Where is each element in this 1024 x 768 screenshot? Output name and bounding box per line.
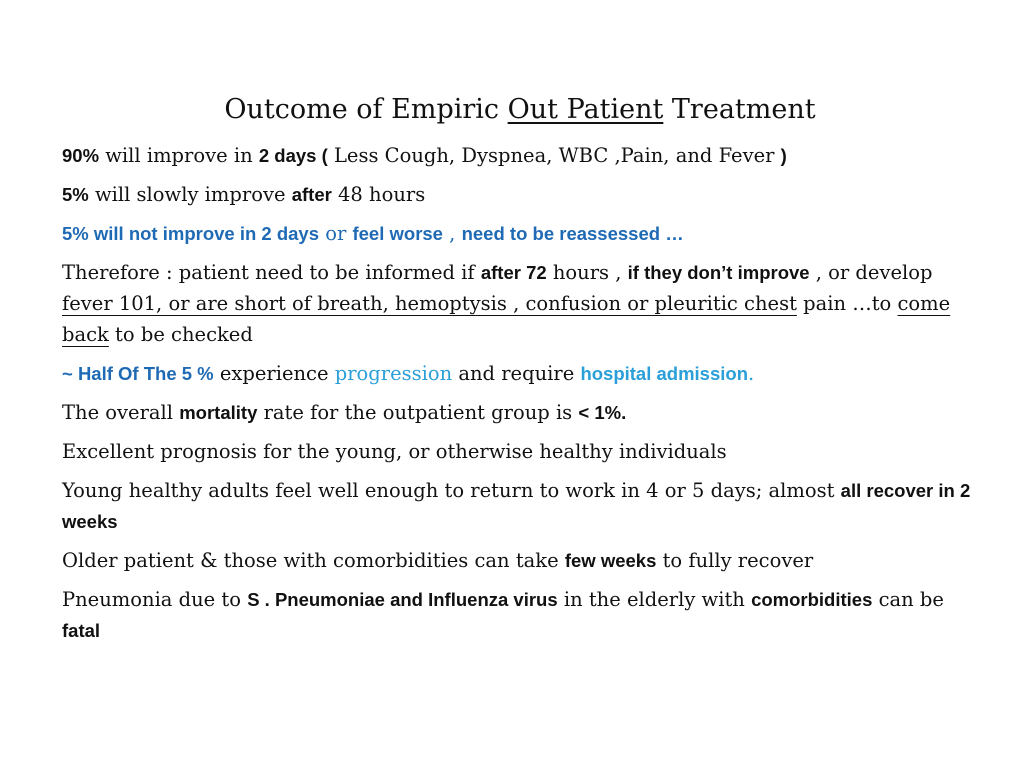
feel-worse-text: feel worse xyxy=(352,223,443,244)
pathogens-text: S . Pneumoniae and Influenza virus xyxy=(247,589,558,610)
title-highlight: Out Patient xyxy=(507,94,664,125)
symptom-list-underlined: fever 101, or are short of breath, hemoptysis , confusion or pleuritic chest xyxy=(62,292,797,315)
fatal-text: fatal xyxy=(62,620,101,641)
admission-text: hospital admission xyxy=(580,363,748,384)
text: 48 hours xyxy=(331,183,426,206)
bullet-mortality xyxy=(62,397,982,428)
text: can be xyxy=(872,588,944,611)
text: experience xyxy=(213,362,335,385)
bullet-older-patients xyxy=(62,545,982,576)
text: rate for the outpatient group is xyxy=(257,401,579,424)
stat-5: 5% xyxy=(62,184,89,205)
period: . xyxy=(748,362,755,385)
progression-text: progression xyxy=(334,362,453,385)
text: Young healthy adults feel well enough to return to work in 4 or 5 days; almost xyxy=(62,479,841,502)
text: , or develop xyxy=(809,261,933,284)
text: to be checked xyxy=(108,323,253,346)
bullet-therefore xyxy=(62,257,982,350)
few-weeks-text: few weeks xyxy=(564,550,657,571)
stat-90: 90% xyxy=(62,145,100,166)
title-pre: Outcome of Empiric xyxy=(224,94,508,125)
reassess-text: need to be reassessed … xyxy=(461,223,684,244)
text: Pneumonia due to xyxy=(62,588,248,611)
bullet-90-percent xyxy=(62,140,982,171)
bullet-5-percent-slow xyxy=(62,179,982,210)
bullet-half xyxy=(62,358,982,389)
paren-close: ) xyxy=(780,145,787,166)
dont-improve-text: if they don’t improve xyxy=(627,262,810,283)
text: in the elderly with xyxy=(557,588,752,611)
text: Excellent prognosis for the young, or otherwise healthy individuals xyxy=(62,440,727,463)
not-improve-text: 5% will not improve in 2 days xyxy=(62,223,320,244)
slide-title xyxy=(0,93,1024,127)
title-post: Treatment xyxy=(663,94,816,125)
comorbidities-text: comorbidities xyxy=(751,589,873,610)
text: Therefore : patient need to be informed if xyxy=(62,261,481,284)
text: to fully recover xyxy=(656,549,814,572)
mortality-rate: < 1%. xyxy=(578,402,627,423)
stat-2-days: 2 days ( xyxy=(258,145,328,166)
text: pain …to xyxy=(796,292,898,315)
mortality-word: mortality xyxy=(179,402,258,423)
bullet-pneumonia-fatal xyxy=(62,584,982,646)
text: and require xyxy=(452,362,581,385)
come-back-underlined: come back xyxy=(62,292,951,346)
text: The overall xyxy=(62,401,180,424)
after-word: after xyxy=(291,184,332,205)
separator: , xyxy=(442,222,462,245)
bullet-list xyxy=(62,140,982,646)
or-text: or xyxy=(319,222,353,245)
text: Older patient & those with comorbidities can take xyxy=(62,549,565,572)
bullet-5-percent-not-improve xyxy=(62,218,982,249)
bullet-young-adults xyxy=(62,475,982,537)
text: will slowly improve xyxy=(88,183,292,206)
recover-text: all recover in 2 weeks xyxy=(62,480,971,532)
symptoms-text: Less Cough, Dyspnea, WBC ,Pain, and Fever xyxy=(327,144,781,167)
text: hours , xyxy=(546,261,628,284)
bullet-prognosis xyxy=(62,436,982,467)
after-72: after 72 xyxy=(480,262,547,283)
text: will improve in xyxy=(99,144,259,167)
half-text: ~ Half Of The 5 % xyxy=(62,363,214,384)
